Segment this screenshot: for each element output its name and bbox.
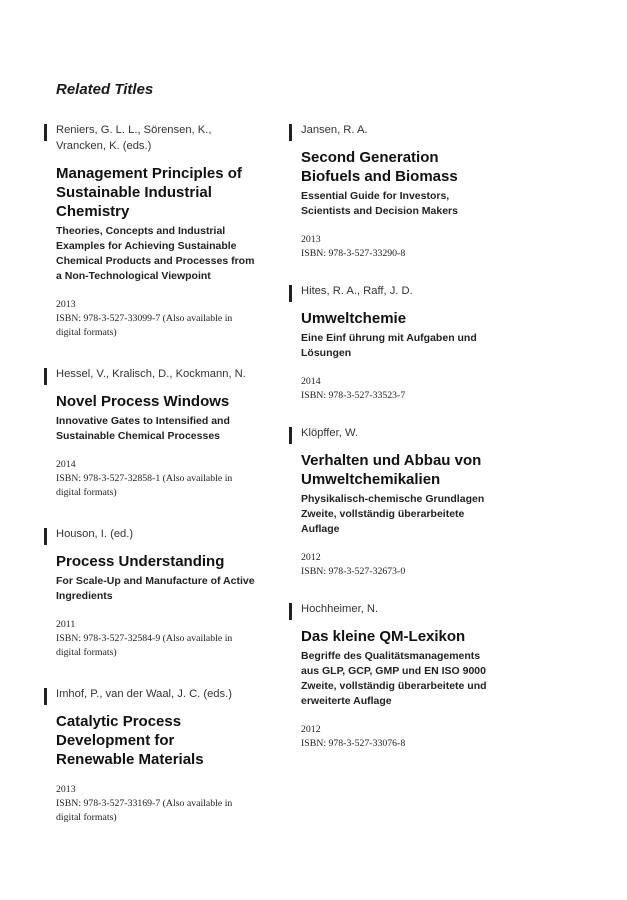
book-authors: Reniers, G. L. L., Sörensen, K., Vrancken, K. (eds.) <box>56 124 212 152</box>
book-isbn: ISBN: 978-3-527-33523-7 <box>301 390 406 401</box>
book-isbn: ISBN: 978-3-527-32858-1 (Also available in digital formats) <box>56 473 233 498</box>
book-authors: Hessel, V., Kralisch, D., Kockmann, N. <box>56 368 246 380</box>
book-authors: Jansen, R. A. <box>301 124 368 136</box>
book-meta <box>56 458 256 500</box>
book-subtitle: Theories, Concepts and Industrial Examples for Achieving Sustainable Chemical Products and Processes from a Non-Technological Viewpoint <box>56 225 255 282</box>
book-year: 2013 <box>56 784 76 795</box>
book-title: Das kleine QM-Lexikon <box>301 628 466 645</box>
book-year: 2014 <box>301 376 321 387</box>
page-heading: Related Titles <box>56 81 154 98</box>
book-year: 2012 <box>301 724 321 735</box>
book-authors: Hochheimer, N. <box>301 603 379 615</box>
book-year: 2013 <box>56 299 76 310</box>
book-meta <box>301 233 501 261</box>
book-authors: Hites, R. A., Raff, J. D. <box>301 285 413 297</box>
book-year: 2011 <box>56 619 76 630</box>
book-entry <box>289 283 501 403</box>
book-isbn: ISBN: 978-3-527-32584-9 (Also available in digital formats) <box>56 633 233 658</box>
book-entry <box>289 425 501 579</box>
book-authors: Imhof, P., van der Waal, J. C. (eds.) <box>56 688 232 700</box>
book-title: Process Understanding <box>56 553 225 570</box>
book-title: Novel Process Windows <box>56 393 230 410</box>
book-subtitle: For Scale-Up and Manufacture of Active Ingredients <box>56 575 255 602</box>
book-subtitle: Essential Guide for Investors, Scientists and Decision Makers <box>301 190 458 217</box>
book-year: 2012 <box>301 552 321 563</box>
book-authors: Klöpffer, W. <box>301 427 359 439</box>
book-subtitle: Physikalisch-chemische Grundlagen Zweite, vollständig überarbeitete Auflage <box>301 493 485 535</box>
book-year: 2014 <box>56 459 76 470</box>
book-title: Management Principles of Sustainable Industrial Chemistry <box>56 165 242 220</box>
book-meta <box>56 783 256 825</box>
book-isbn: ISBN: 978-3-527-33076-8 <box>301 738 406 749</box>
book-entry <box>44 526 256 660</box>
left-column <box>44 122 256 825</box>
book-entry <box>44 122 256 340</box>
book-isbn: ISBN: 978-3-527-33099-7 (Also available in digital formats) <box>56 313 233 338</box>
book-title: Catalytic Process Development for Renewable Materials <box>56 713 204 768</box>
book-subtitle: Innovative Gates to Intensified and Sustainable Chemical Processes <box>56 415 230 442</box>
book-isbn: ISBN: 978-3-527-32673-0 <box>301 566 406 577</box>
book-entry <box>289 601 501 751</box>
book-title: Second Generation Biofuels and Biomass <box>301 149 458 185</box>
book-meta <box>56 298 256 340</box>
book-meta <box>56 618 256 660</box>
book-entry <box>289 122 501 261</box>
book-year: 2013 <box>301 234 321 245</box>
book-isbn: ISBN: 978-3-527-33169-7 (Also available in digital formats) <box>56 798 233 823</box>
book-title: Umweltchemie <box>301 310 407 327</box>
book-authors: Houson, I. (ed.) <box>56 528 134 540</box>
book-meta <box>301 723 501 751</box>
book-meta <box>301 375 501 403</box>
book-entry <box>44 366 256 500</box>
book-subtitle: Begriffe des Qualitätsmanagements aus GLP, GCP, GMP und EN ISO 9000 Zweite, vollständig überarbeitete und erweiterte Auflage <box>301 650 487 707</box>
book-entry <box>44 686 256 825</box>
right-column <box>289 122 501 751</box>
book-subtitle: Eine Einf ührung mit Aufgaben und Lösungen <box>301 332 477 359</box>
book-meta <box>301 551 501 579</box>
book-title: Verhalten und Abbau von Umweltchemikalien <box>301 452 482 488</box>
book-isbn: ISBN: 978-3-527-33290-8 <box>301 248 406 259</box>
